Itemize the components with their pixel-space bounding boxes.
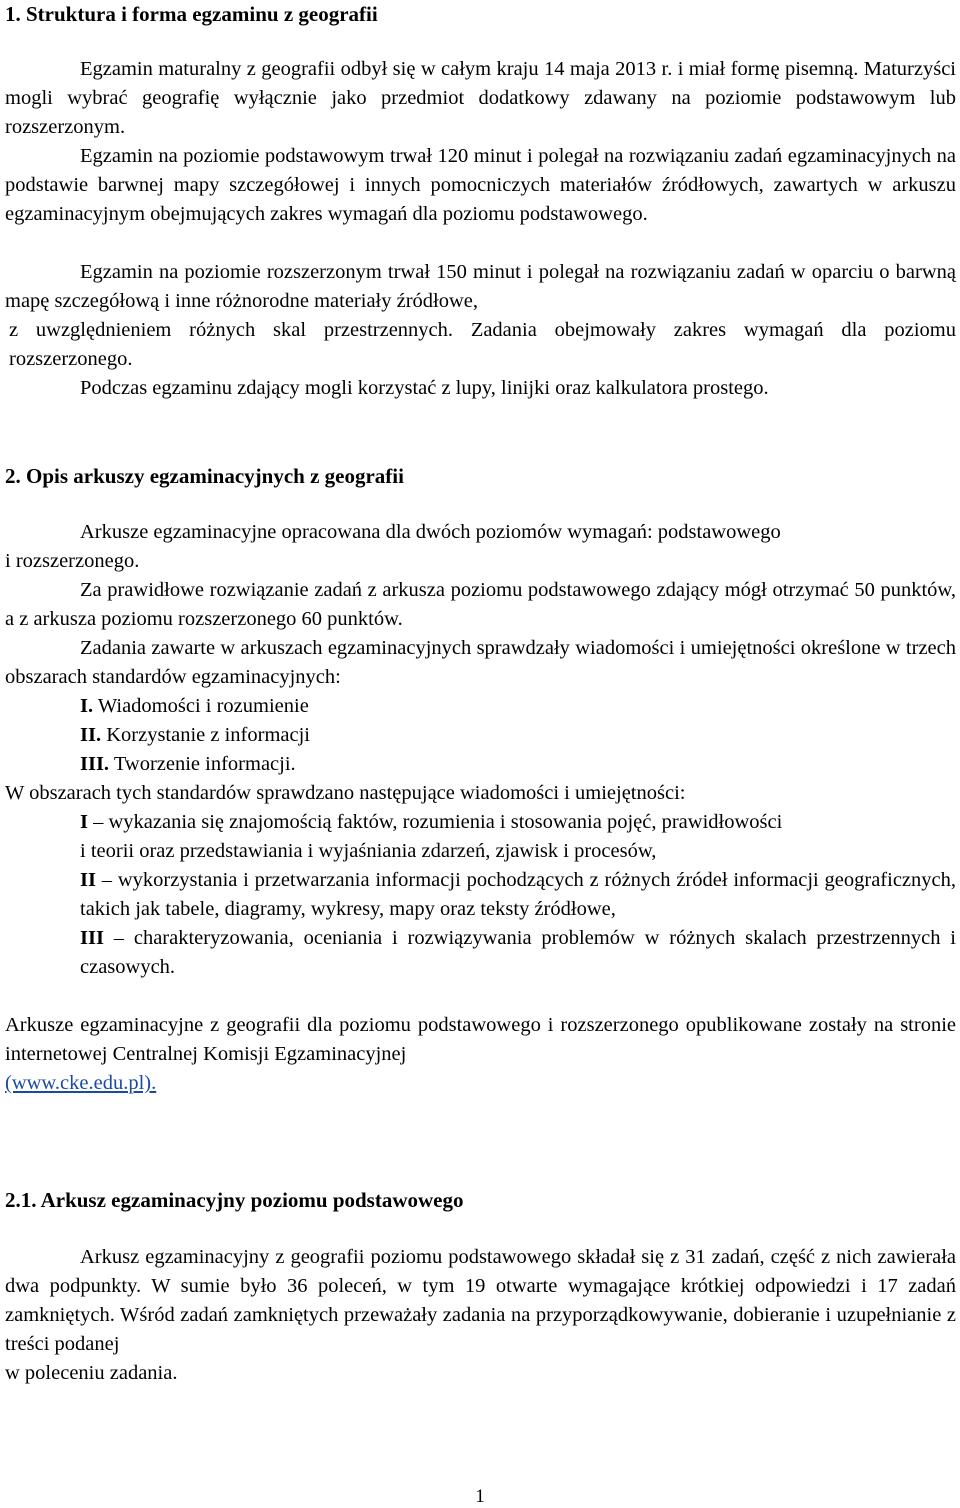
skill-text: – charakteryzowania, oceniania i rozwiązywania problemów w różnych skalach przestrzennych i czasowych. (80, 927, 956, 978)
standard-number: I. (80, 695, 94, 717)
skill-text: – wykazania się znajomością faktów, rozumienia i stosowania pojęć, prawidłowości (87, 811, 783, 833)
page-number: 1 (475, 1486, 485, 1507)
section-1-paragraph-4: Podczas egzaminu zdający mogli korzystać z lupy, linijki oraz kalkulatora prostego. (80, 377, 769, 399)
section-2-paragraph-5: Arkusze egzaminacyjne z geografii dla poziomu podstawowego i rozszerzonego opublikowane zostały na stronie internetowej Centralnej Komisji Egzaminacyjnej (5, 1014, 956, 1065)
skill-item-ii (80, 866, 956, 924)
section-2-paragraph-4: W obszarach tych standardów sprawdzano następujące wiadomości i umiejętności: (5, 782, 686, 804)
skills-list (80, 808, 956, 982)
skill-number: II (80, 869, 96, 891)
section-2-1-paragraph-1b: w poleceniu zadania. (5, 1362, 178, 1384)
cke-link-line (5, 1069, 156, 1098)
section-2-heading: 2. Opis arkuszy egzaminacyjnych z geografii (5, 464, 404, 488)
standard-text: Wiadomości i rozumienie (93, 695, 309, 717)
cke-website-link[interactable]: (www.cke.edu.pl). (5, 1072, 157, 1094)
standard-item (80, 692, 310, 721)
section-2-1-paragraph-1a: Arkusz egzaminacyjny z geografii poziomu podstawowego składał się z 31 zadań, część z nich zawierała dwa podpunkty. W sumie było 36 poleceń, w tym 19 otwarte wymagające krótkiej odpowiedzi i 17 zadań zamkniętych. Wśród zadań zamkniętych przeważały zadania na przyporządkowywanie, dobieranie i uzupełnianie z treści podanej (5, 1246, 956, 1355)
section-2-paragraph-2: Za prawidłowe rozwiązanie zadań z arkusza poziomu podstawowego zdający mógł otrzymać 50 punktów, a z arkusza poziomu rozszerzonego 60 punktów. (5, 579, 956, 630)
section-2-1-heading: 2.1. Arkusz egzaminacyjny poziomu podstawowego (5, 1188, 464, 1212)
standard-number: II. (80, 724, 102, 746)
standard-item (80, 721, 310, 750)
skill-number: I (80, 811, 88, 833)
skill-item-i-line1 (80, 808, 956, 837)
standard-text: Tworzenie informacji. (109, 753, 296, 775)
skill-item-iii (80, 924, 956, 982)
standard-item (80, 750, 310, 779)
section-2-paragraph-1a: Arkusze egzaminacyjne opracowana dla dwóch poziomów wymagań: podstawowego (80, 521, 781, 543)
section-1-paragraph-1: Egzamin maturalny z geografii odbył się w całym kraju 14 maja 2013 r. i miał formę pisemną. Maturzyści mogli wybrać geografię wyłącznie jako przedmiot dodatkowy zdawany na poziomie podstawowym lub rozszerzonym. (5, 58, 956, 138)
skill-text: – wykorzystania i przetwarzania informacji pochodzących z różnych źródeł informacji geograficznych, takich jak tabele, diagramy, wykresy, mapy oraz teksty źródłowe, (80, 869, 956, 920)
section-1-paragraph-2: Egzamin na poziomie podstawowym trwał 120 minut i polegał na rozwiązaniu zadań egzaminacyjnych na podstawie barwnej mapy szczegółowej i innych pomocniczych materiałów źródłowych, zawartych w arkuszu egzaminacyjnym obejmujących zakres wymagań dla poziomu podstawowego. (5, 145, 956, 225)
skill-number: III (80, 927, 104, 949)
standard-text: Korzystanie z informacji (101, 724, 310, 746)
section-1-paragraph-3b: z uwzględnieniem różnych skal przestrzennych. Zadania obejmowały zakres wymagań dla poziomu rozszerzonego. (9, 319, 956, 370)
skill-item-i-line2: i teorii oraz przedstawiania i wyjaśniania zdarzeń, zjawisk i procesów, (80, 840, 657, 862)
section-2-paragraph-1b: i rozszerzonego. (5, 550, 140, 572)
section-1-paragraph-3a: Egzamin na poziomie rozszerzonym trwał 150 minut i polegał na rozwiązaniu zadań w oparciu o barwną mapę szczegółową i inne różnorodne materiały źródłowe, (5, 261, 956, 312)
section-1-heading: 1. Struktura i forma egzaminu z geografii (5, 2, 378, 26)
standards-list (80, 692, 310, 779)
standard-number: III. (80, 753, 110, 775)
section-2-paragraph-3: Zadania zawarte w arkuszach egzaminacyjnych sprawdzały wiadomości i umiejętności określone w trzech obszarach standardów egzaminacyjnych: (5, 637, 956, 688)
